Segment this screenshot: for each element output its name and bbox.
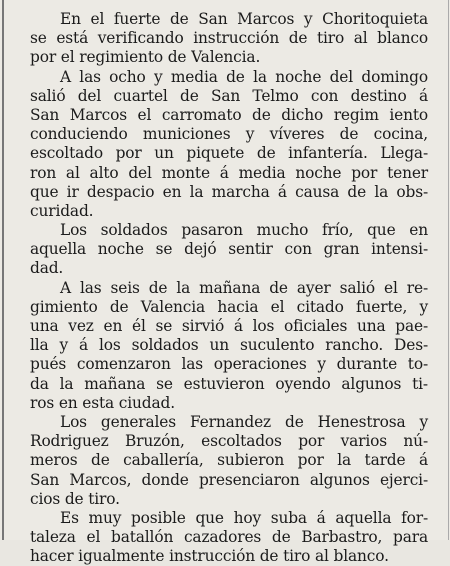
- text-line: por el regimiento de Valencia.: [30, 48, 261, 67]
- text-line: cios de tiro.: [30, 489, 120, 508]
- paragraph-1: [30, 10, 428, 68]
- paragraph-5: [30, 413, 428, 509]
- text-line: conduciendo municiones y víveres de cocina,: [30, 125, 428, 144]
- text-line: A las seis de la mañana de ayer salió el re-: [60, 278, 428, 297]
- text-line: meros de caballería, subieron por la tarde á: [30, 451, 428, 470]
- text-line: una vez en él se sirvió á los oficiales una pae-: [30, 317, 428, 335]
- paragraph-4: [30, 279, 428, 413]
- text-line: dad.: [30, 259, 64, 278]
- text-line: ros en esta ciudad.: [30, 393, 175, 412]
- text-line: Los generales Fernandez de Henestrosa y: [60, 412, 428, 431]
- text-line: salió del cuartel de San Telmo con destino á: [30, 86, 428, 105]
- text-line: escoltado por un piquete de infantería. Llega-: [30, 144, 428, 163]
- text-line: ron al alto del monte á media noche por tener: [30, 163, 428, 182]
- text-line: se está verificando instrucción de tiro al blanco: [30, 29, 428, 48]
- text-line: gimiento de Valencia hacia el citado fuerte, y: [30, 297, 428, 316]
- paragraph-2: [30, 68, 428, 222]
- text-line: En el fuerte de San Marcos y Choritoquieta: [60, 10, 428, 28]
- text-line: San Marcos el carromato de dicho regim iento: [30, 105, 428, 124]
- text-line: Rodriguez Bruzón, escoltados por varios nú-: [30, 432, 428, 451]
- text-line: lla y á los soldados un suculento rancho. Des-: [30, 336, 428, 355]
- text-line: taleza el batallón cazadores de Barbastro, para: [30, 528, 428, 547]
- text-line: Es muy posible que hoy suba á aquella for-: [60, 508, 428, 527]
- column-rule-right: [448, 0, 449, 540]
- text-line: que ir despacio en la marcha á causa de la obs-: [30, 182, 428, 201]
- article-column: [30, 10, 428, 566]
- paragraph-3: [30, 221, 428, 279]
- text-line: da la mañana se estuvieron oyendo algunos ti-: [30, 374, 428, 393]
- paragraph-6: [30, 509, 428, 566]
- text-line: pués comenzaron las operaciones y durante to-: [30, 355, 428, 374]
- column-rule-left: [2, 0, 4, 540]
- text-line: curidad.: [30, 201, 94, 220]
- text-line: A las ocho y media de la noche del domingo: [60, 67, 428, 86]
- text-line: San Marcos, donde presenciaron algunos ejerci-: [30, 470, 428, 489]
- text-line: aquella noche se dejó sentir con gran intensi-: [30, 240, 428, 259]
- text-line: Los soldados pasaron mucho frío, que en: [60, 221, 428, 240]
- text-line: hacer igualmente instrucción de tiro al blanco.: [30, 547, 389, 566]
